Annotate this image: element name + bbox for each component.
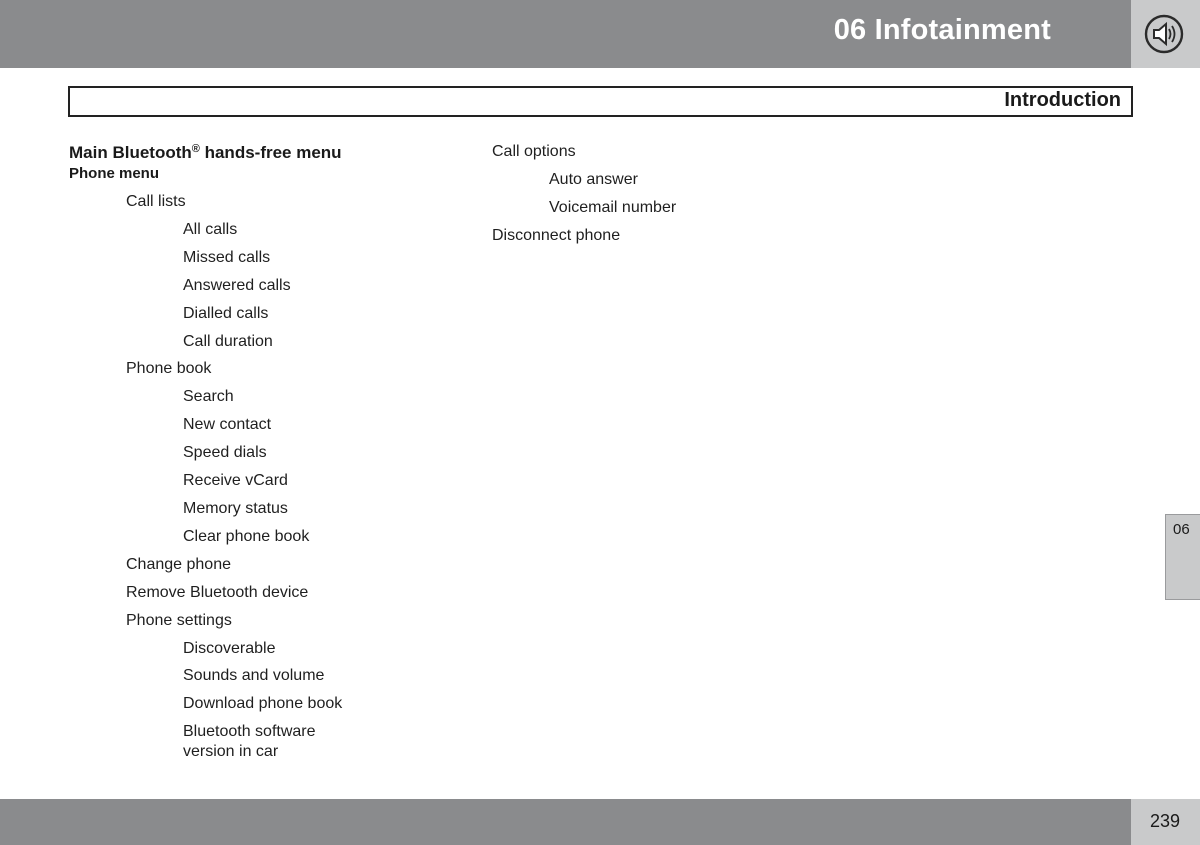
menu-item-all-calls: All calls <box>183 221 238 238</box>
menu-item-speed-dials: Speed dials <box>183 444 267 461</box>
page-number: 239 <box>1150 811 1181 831</box>
registered-mark: ® <box>191 143 200 155</box>
menu-item-sounds-and-volume: Sounds and volume <box>183 667 325 684</box>
main-heading <box>69 143 342 163</box>
menu-item-download-phone-book: Download phone book <box>183 695 343 712</box>
menu-item-change-phone: Change phone <box>126 556 231 573</box>
section-header <box>68 86 1133 117</box>
chapter-title: 06 Infotainment <box>833 14 1051 46</box>
menu-item-call-duration: Call duration <box>183 333 273 350</box>
menu-item-phone-book: Phone book <box>126 360 212 377</box>
menu-item-phone-settings: Phone settings <box>126 612 232 629</box>
menu-item-voicemail-number: Voicemail number <box>549 199 677 216</box>
menu-item-discoverable: Discoverable <box>183 640 276 657</box>
menu-item-new-contact: New contact <box>183 416 272 433</box>
menu-item-memory-status: Memory status <box>183 500 288 517</box>
chapter-side-tab <box>1165 514 1200 600</box>
menu-item-auto-answer: Auto answer <box>549 171 638 188</box>
menu-item-disconnect-phone: Disconnect phone <box>492 227 621 244</box>
footer-bar <box>0 799 1131 845</box>
page-number-box <box>1131 799 1200 845</box>
menu-item-answered-calls: Answered calls <box>183 277 291 294</box>
section-title: Introduction <box>1004 89 1121 111</box>
menu-item-call-lists: Call lists <box>126 193 186 210</box>
main-heading-rest: hands-free menu <box>199 143 342 162</box>
menu-item-search: Search <box>183 388 234 405</box>
sub-heading: Phone menu <box>69 165 160 182</box>
menu-item-receive-vcard: Receive vCard <box>183 472 288 489</box>
chapter-icon-box <box>1131 0 1200 68</box>
menu-item-clear-phone-book: Clear phone book <box>183 528 310 545</box>
main-heading-text: Main Bluetooth <box>69 143 192 162</box>
menu-item-missed-calls: Missed calls <box>183 249 271 266</box>
header-bar <box>0 0 1131 68</box>
menu-item-dialled-calls: Dialled calls <box>183 305 269 322</box>
side-tab-label: 06 <box>1173 521 1190 538</box>
menu-item-remove-bluetooth-device: Remove Bluetooth device <box>126 584 309 601</box>
menu-item-call-options: Call options <box>492 143 576 160</box>
menu-item-bluetooth-software-version: Bluetooth software version in car <box>183 723 316 760</box>
